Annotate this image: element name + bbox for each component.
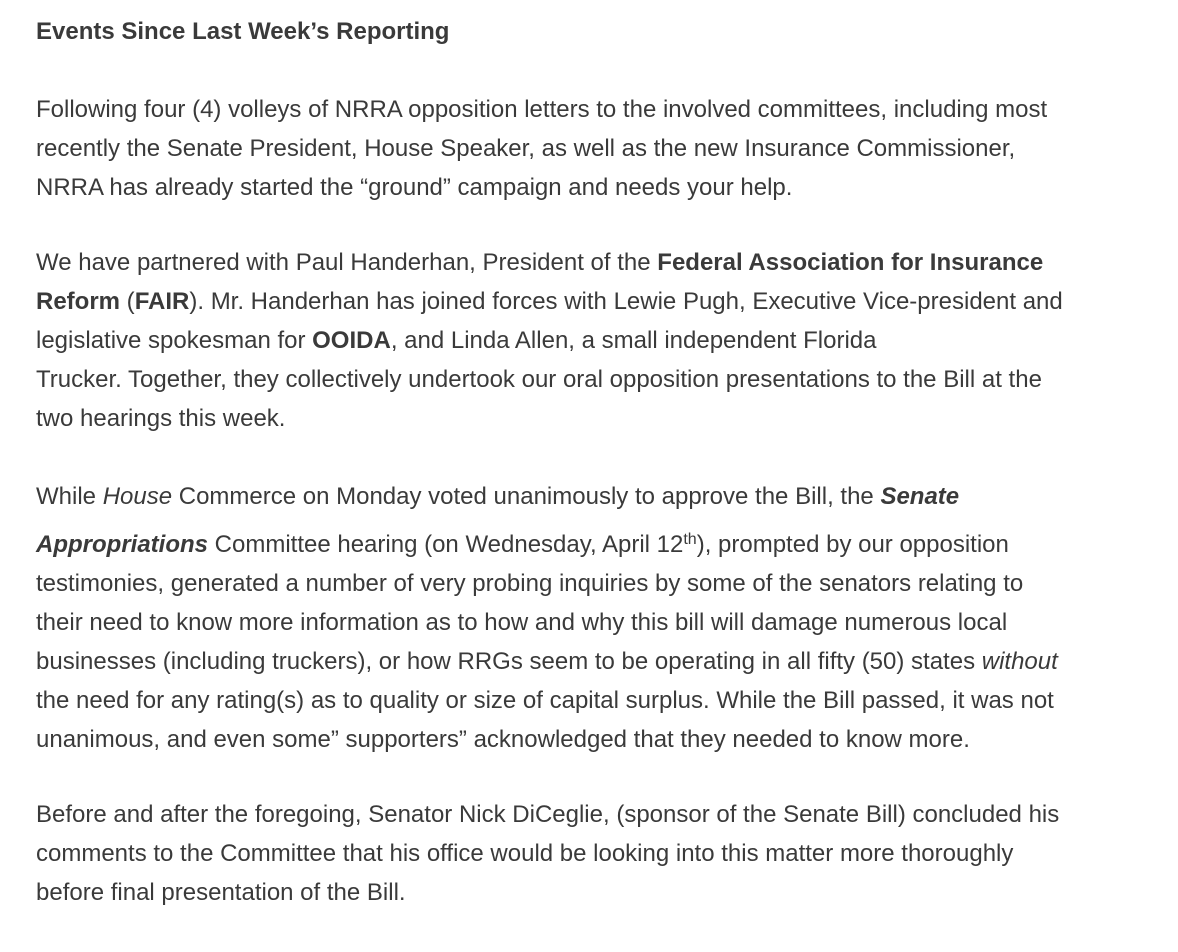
paragraph-3-line-6: the need for any rating(s) as to quality or size of capital surplus. While the Bill passed, it was not: [36, 687, 1054, 714]
senate-emphasis: Senate: [880, 483, 960, 510]
paragraph-1-line-3: NRRA has already started the “ground” campaign and needs your help.: [36, 174, 793, 201]
text-span: businesses (including truckers), or how RRGs seem to be operating in all fifty (50) states: [36, 648, 982, 675]
paragraph-3-line-5: [36, 647, 1058, 677]
paragraph-4-line-3: before final presentation of the Bill.: [36, 879, 406, 906]
text-span: legislative spokesman for: [36, 327, 313, 354]
fair-acronym: FAIR: [134, 288, 190, 315]
ordinal-superscript: th: [683, 531, 697, 548]
paragraph-4-line-1: Before and after the foregoing, Senator Nick DiCeglie, (sponsor of the Senate Bill) concluded his: [36, 801, 1060, 828]
text-span: We have partnered with Paul Handerhan, President of the: [36, 249, 658, 276]
text-span: ). Mr. Handerhan has joined forces with Lewie Pugh, Executive Vice-president and: [189, 288, 1063, 315]
house-emphasis: House: [102, 483, 173, 510]
text-span: , and Linda Allen, a small independent Florida: [390, 327, 877, 354]
paragraph-3-line-2: [36, 530, 1009, 560]
paragraph-2-line-5: two hearings this week.: [36, 405, 286, 432]
paragraph-1-line-1: Following four (4) volleys of NRRA opposition letters to the involved committees, including most: [36, 96, 1048, 123]
text-span: Committee hearing (on Wednesday, April 12: [208, 531, 684, 558]
paragraph-3-line-4: their need to know more information as to how and why this bill will damage numerous local: [36, 609, 1008, 636]
text-span: Commerce on Monday voted unanimously to approve the Bill, the: [172, 483, 881, 510]
paragraph-1-line-2: recently the Senate President, House Speaker, as well as the new Insurance Commissioner,: [36, 135, 1016, 162]
fair-org-name-cont: Reform: [36, 288, 121, 315]
section-heading: Events Since Last Week’s Reporting: [36, 18, 450, 45]
text-span: While: [36, 483, 103, 510]
paragraph-2-line-3: [36, 326, 876, 356]
paragraph-4-line-2: comments to the Committee that his office would be looking into this matter more thoroughly: [36, 840, 1014, 867]
text-span: (: [120, 288, 135, 315]
paragraph-2-line-4: Trucker. Together, they collectively undertook our oral opposition presentations to the Bill at the: [36, 366, 1042, 393]
fair-org-name: Federal Association for Insurance: [657, 249, 1044, 276]
paragraph-2-line-1: [36, 248, 1043, 278]
paragraph-2-line-2: [36, 287, 1063, 317]
paragraph-3-line-1: [36, 482, 959, 512]
without-emphasis: without: [981, 648, 1058, 675]
appropriations-emphasis: Appropriations: [36, 531, 208, 558]
ooida-acronym: OOIDA: [312, 327, 391, 354]
text-span: ), prompted by our opposition: [696, 531, 1009, 558]
paragraph-3-line-7: unanimous, and even some” supporters” acknowledged that they needed to know more.: [36, 726, 970, 753]
paragraph-3-line-3: testimonies, generated a number of very probing inquiries by some of the senators relating to: [36, 570, 1024, 597]
